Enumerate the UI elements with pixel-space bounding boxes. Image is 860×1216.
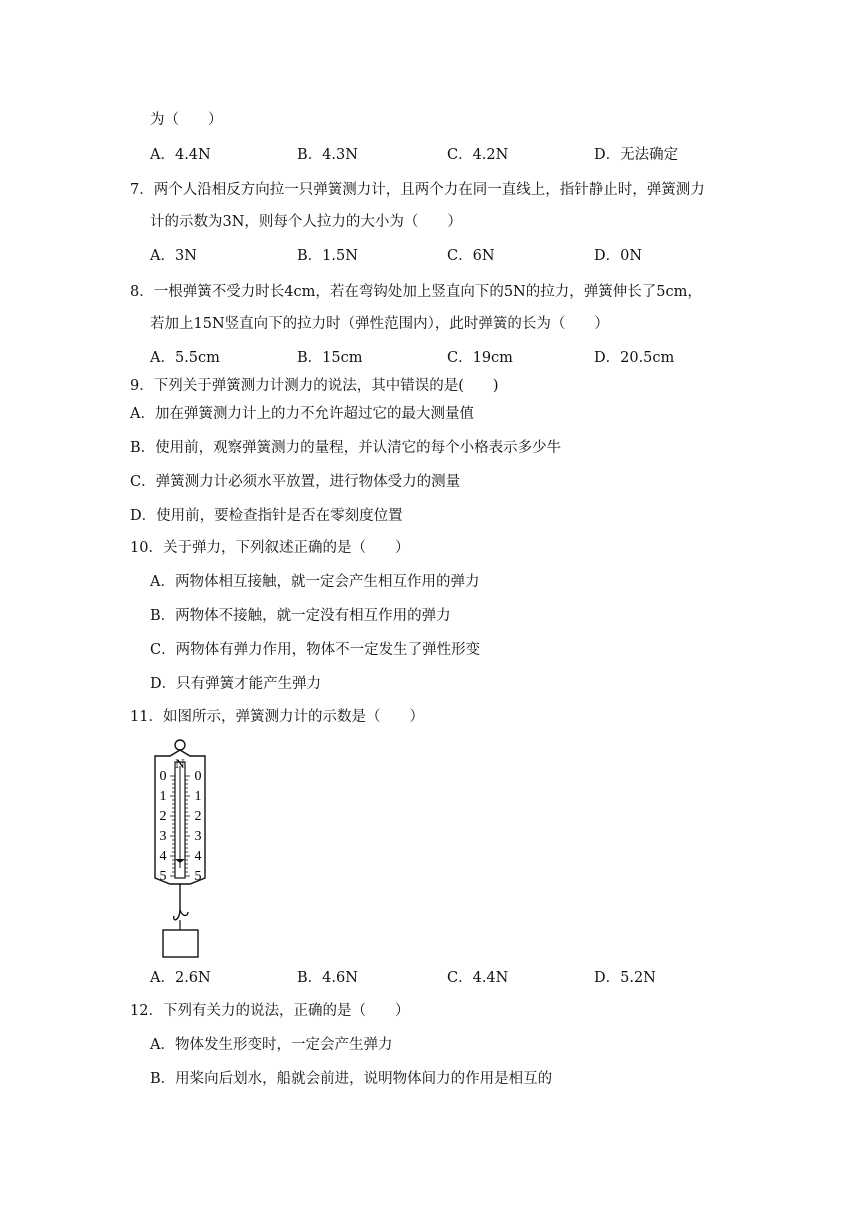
scale-label-right-3: 3 <box>194 829 202 844</box>
hanging-weight-block <box>163 930 198 957</box>
scale-label-right-4: 4 <box>194 849 202 864</box>
q8-stem-line1: 8．一根弹簧不受力时长4cm，若在弯钩处加上竖直向下的5N的拉力，弹簧伸长了5cm， <box>130 284 702 300</box>
q6-option-b: B．4.3N <box>297 147 358 163</box>
q10-option-d: D．只有弹簧才能产生弹力 <box>150 676 322 692</box>
scale-label-left-0: 0 <box>159 769 167 784</box>
q7-stem-line1: 7．两个人沿相反方向拉一只弹簧测力计，且两个力在同一直线上，指针静止时，弹簧测力 <box>130 182 705 198</box>
q11-option-a: A．2.6N <box>150 970 211 986</box>
q12-stem: 12．下列有关力的说法，正确的是（ ） <box>130 1003 410 1019</box>
q8-stem-line2: 若加上15N竖直向下的拉力时（弹性范围内），此时弹簧的长为（ ） <box>150 316 609 332</box>
q7-stem-line2: 计的示数为3N，则每个人拉力的大小为（ ） <box>150 214 462 230</box>
scale-unit-label: N <box>175 756 185 771</box>
scale-label-right-0: 0 <box>194 769 202 784</box>
q11-option-c: C．4.4N <box>447 970 509 986</box>
q11-option-d: D．5.2N <box>594 970 656 986</box>
q9-option-d: D．使用前，要检查指针是否在零刻度位置 <box>130 508 403 524</box>
q11-stem: 11．如图所示，弹簧测力计的示数是（ ） <box>130 709 424 725</box>
q9-stem: 9．下列关于弹簧测力计测力的说法，其中错误的是( ) <box>130 378 499 394</box>
q6-option-a: A．4.4N <box>150 147 211 163</box>
q12-option-a: A．物体发生形变时，一定会产生弹力 <box>150 1037 393 1053</box>
scale-label-left-4: 4 <box>159 849 167 864</box>
q7-option-d: D．0N <box>594 248 643 264</box>
q6-option-c: C．4.2N <box>447 147 509 163</box>
scale-label-right-5: 5 <box>194 869 202 884</box>
scale-label-right-1: 1 <box>194 789 202 804</box>
q9-option-b: B．使用前，观察弹簧测力的量程，并认清它的每个小格表示多少牛 <box>130 440 562 456</box>
q8-option-a: A．5.5cm <box>150 350 220 366</box>
q7-option-a: A．3N <box>150 248 197 264</box>
q8-option-c: C．19cm <box>447 350 513 366</box>
scale-label-left-5: 5 <box>159 869 167 884</box>
q6-stem-tail: 为（ ） <box>150 112 223 128</box>
scale-label-left-3: 3 <box>159 829 167 844</box>
q11-option-b: B．4.6N <box>297 970 358 986</box>
scale-label-left-2: 2 <box>159 809 167 824</box>
q10-option-b: B．两物体不接触，就一定没有相互作用的弹力 <box>150 608 451 624</box>
q8-option-b: B．15cm <box>297 350 363 366</box>
q10-option-c: C．两物体有弹力作用，物体不一定发生了弹性形变 <box>150 642 481 658</box>
scale-label-right-2: 2 <box>194 809 202 824</box>
q10-option-a: A．两物体相互接触，就一定会产生相互作用的弹力 <box>150 574 480 590</box>
scale-label-left-1: 1 <box>159 789 167 804</box>
q6-option-d: D．无法确定 <box>594 147 679 163</box>
q10-stem: 10．关于弹力，下列叙述正确的是（ ） <box>130 540 410 556</box>
q8-option-d: D．20.5cm <box>594 350 675 366</box>
q7-option-c: C．6N <box>447 248 495 264</box>
q12-option-b: B．用桨向后划水，船就会前进，说明物体间力的作用是相互的 <box>150 1071 553 1087</box>
spring-scale-figure <box>148 736 218 960</box>
q9-option-a: A．加在弹簧测力计上的力不允许超过它的最大测量值 <box>130 406 474 422</box>
q9-option-c: C．弹簧测力计必须水平放置，进行物体受力的测量 <box>130 474 461 490</box>
q7-option-b: B．1.5N <box>297 248 358 264</box>
